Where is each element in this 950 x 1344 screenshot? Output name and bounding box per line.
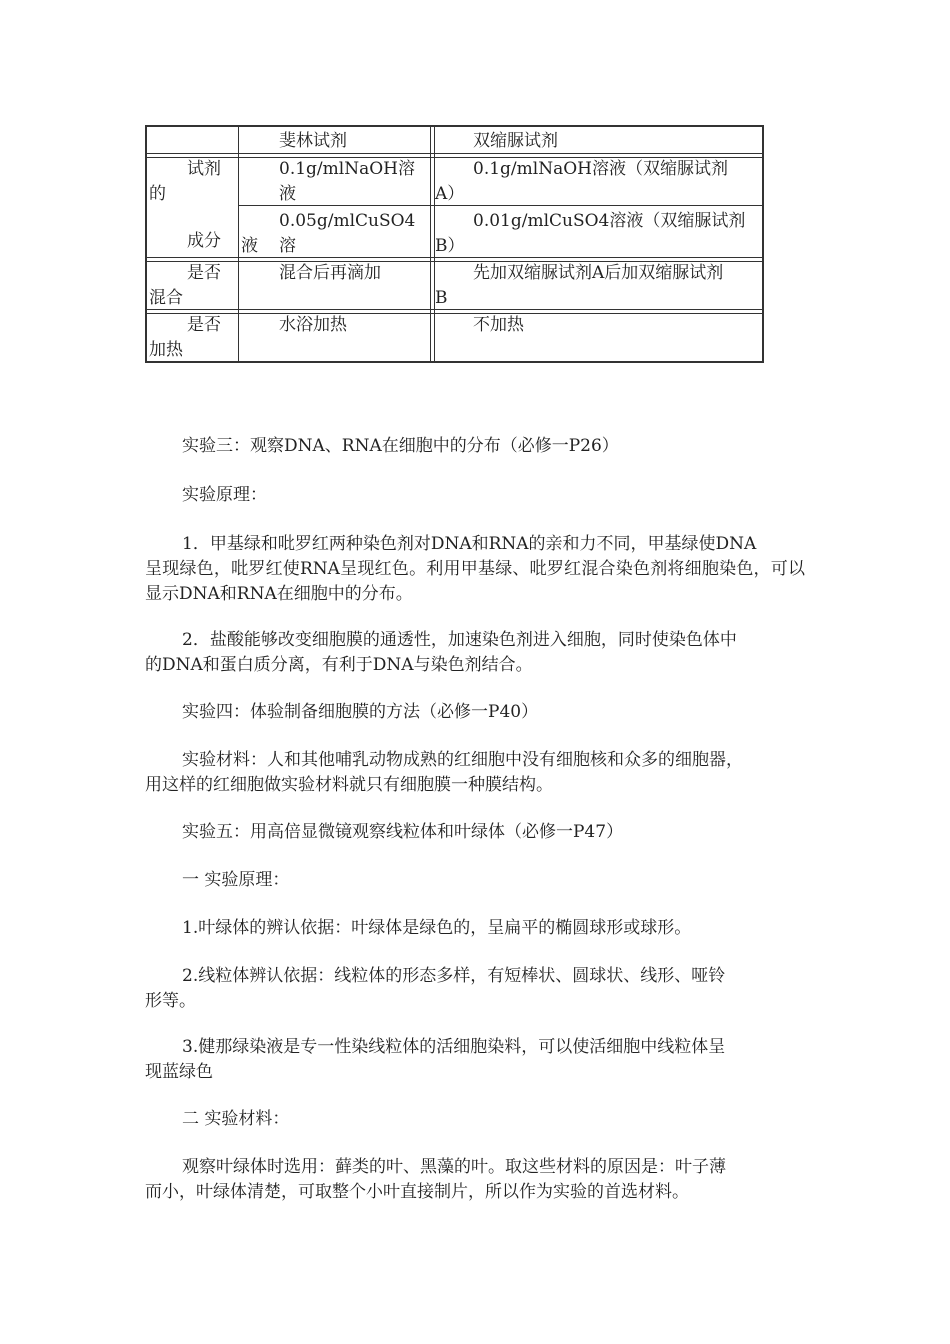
table-cell: 混合后再滴加 bbox=[279, 263, 381, 283]
table-cell: 不加热 bbox=[473, 315, 524, 335]
paragraph bbox=[145, 628, 805, 678]
paragraph-text: 3.健那绿染液是专一性染线粒体的活细胞染料，可以使活细胞中线粒体呈 bbox=[182, 1037, 726, 1057]
paragraph-text: 而小，叶绿体清楚，可取整个小叶直接制片，所以作为实验的首选材料。 bbox=[145, 1182, 689, 1202]
paragraph bbox=[145, 916, 805, 941]
table-cell: 0.1g/mlNaOH溶液（双缩脲试剂 bbox=[473, 159, 728, 179]
experiment-heading bbox=[145, 700, 805, 725]
reagent-comparison-table bbox=[145, 125, 764, 363]
table-header-fehling: 斐林试剂 bbox=[279, 131, 347, 151]
table-cell: 水浴加热 bbox=[279, 315, 347, 335]
paragraph bbox=[145, 1155, 805, 1205]
paragraph-text: 实验材料：人和其他哺乳动物成熟的红细胞中没有细胞核和众多的细胞器， bbox=[182, 750, 743, 770]
paragraph-text: 实验原理： bbox=[182, 485, 267, 505]
paragraph-text: 一 实验原理： bbox=[182, 870, 290, 890]
paragraph bbox=[145, 1035, 805, 1085]
table-cell: 液 bbox=[241, 236, 258, 256]
experiment-heading bbox=[145, 820, 805, 845]
row-label-mixing: 是否 bbox=[187, 263, 221, 283]
paragraph-text: 用这样的红细胞做实验材料就只有细胞膜一种膜结构。 bbox=[145, 775, 553, 795]
paragraph bbox=[145, 532, 805, 607]
paragraph-text: 2．盐酸能够改变细胞膜的通透性，加速染色剂进入细胞，同时使染色体中 bbox=[182, 630, 737, 650]
paragraph-text: 实验五：用高倍显微镜观察线粒体和叶绿体（必修一P47） bbox=[182, 822, 624, 842]
row-label-heating: 加热 bbox=[149, 340, 183, 360]
section-label bbox=[145, 868, 805, 893]
table-cell: 0.01g/mlCuSO4溶液（双缩脲试剂 bbox=[473, 211, 746, 231]
paragraph-text: 观察叶绿体时选用：藓类的叶、黑藻的叶。取这些材料的原因是：叶子薄 bbox=[182, 1157, 726, 1177]
row-label-composition: 的 bbox=[149, 184, 166, 204]
row-label-composition: 成分 bbox=[187, 231, 221, 251]
paragraph-text: 实验三：观察DNA、RNA在细胞中的分布（必修一P26） bbox=[182, 436, 619, 456]
row-label-composition: 试剂 bbox=[187, 159, 221, 179]
paragraph bbox=[145, 748, 805, 798]
paragraph-text: 实验四：体验制备细胞膜的方法（必修一P40） bbox=[182, 702, 539, 722]
section-label bbox=[145, 483, 805, 508]
table-cell: A） bbox=[435, 184, 465, 204]
table-cell: B） bbox=[435, 236, 465, 256]
paragraph-text: 的DNA和蛋白质分离，有利于DNA与染色剂结合。 bbox=[145, 655, 533, 675]
paragraph bbox=[145, 964, 805, 1014]
row-label-mixing: 混合 bbox=[149, 288, 183, 308]
paragraph-text: 1.叶绿体的辨认依据：叶绿体是绿色的，呈扁平的椭圆球形或球形。 bbox=[182, 918, 692, 938]
paragraph-text: 二 实验材料： bbox=[182, 1109, 290, 1129]
experiment-heading bbox=[145, 434, 805, 459]
table-cell: 0.05g/mlCuSO4溶 bbox=[279, 211, 416, 256]
paragraph-text: 呈现绿色，吡罗红使RNA呈现红色。利用甲基绿、吡罗红混合染色剂将细胞染色，可以显示DNA和RNA在细胞中的分布。 bbox=[145, 559, 805, 604]
paragraph-text: 2.线粒体辨认依据：线粒体的形态多样，有短棒状、圆球状、线形、哑铃 bbox=[182, 966, 726, 986]
table-header-biuret: 双缩脲试剂 bbox=[473, 131, 558, 151]
row-label-heating: 是否 bbox=[187, 315, 221, 335]
table-cell: 0.1g/mlNaOH溶液 bbox=[279, 159, 415, 204]
paragraph-text: 形等。 bbox=[145, 991, 196, 1011]
paragraph-text: 现蓝绿色 bbox=[145, 1062, 213, 1082]
table-cell: B bbox=[435, 288, 448, 308]
table-divider bbox=[238, 127, 239, 361]
table-cell: 先加双缩脲试剂A后加双缩脲试剂 bbox=[473, 263, 724, 283]
paragraph-text: 1．甲基绿和吡罗红两种染色剂对DNA和RNA的亲和力不同，甲基绿使DNA bbox=[182, 534, 757, 554]
section-label bbox=[145, 1107, 805, 1132]
